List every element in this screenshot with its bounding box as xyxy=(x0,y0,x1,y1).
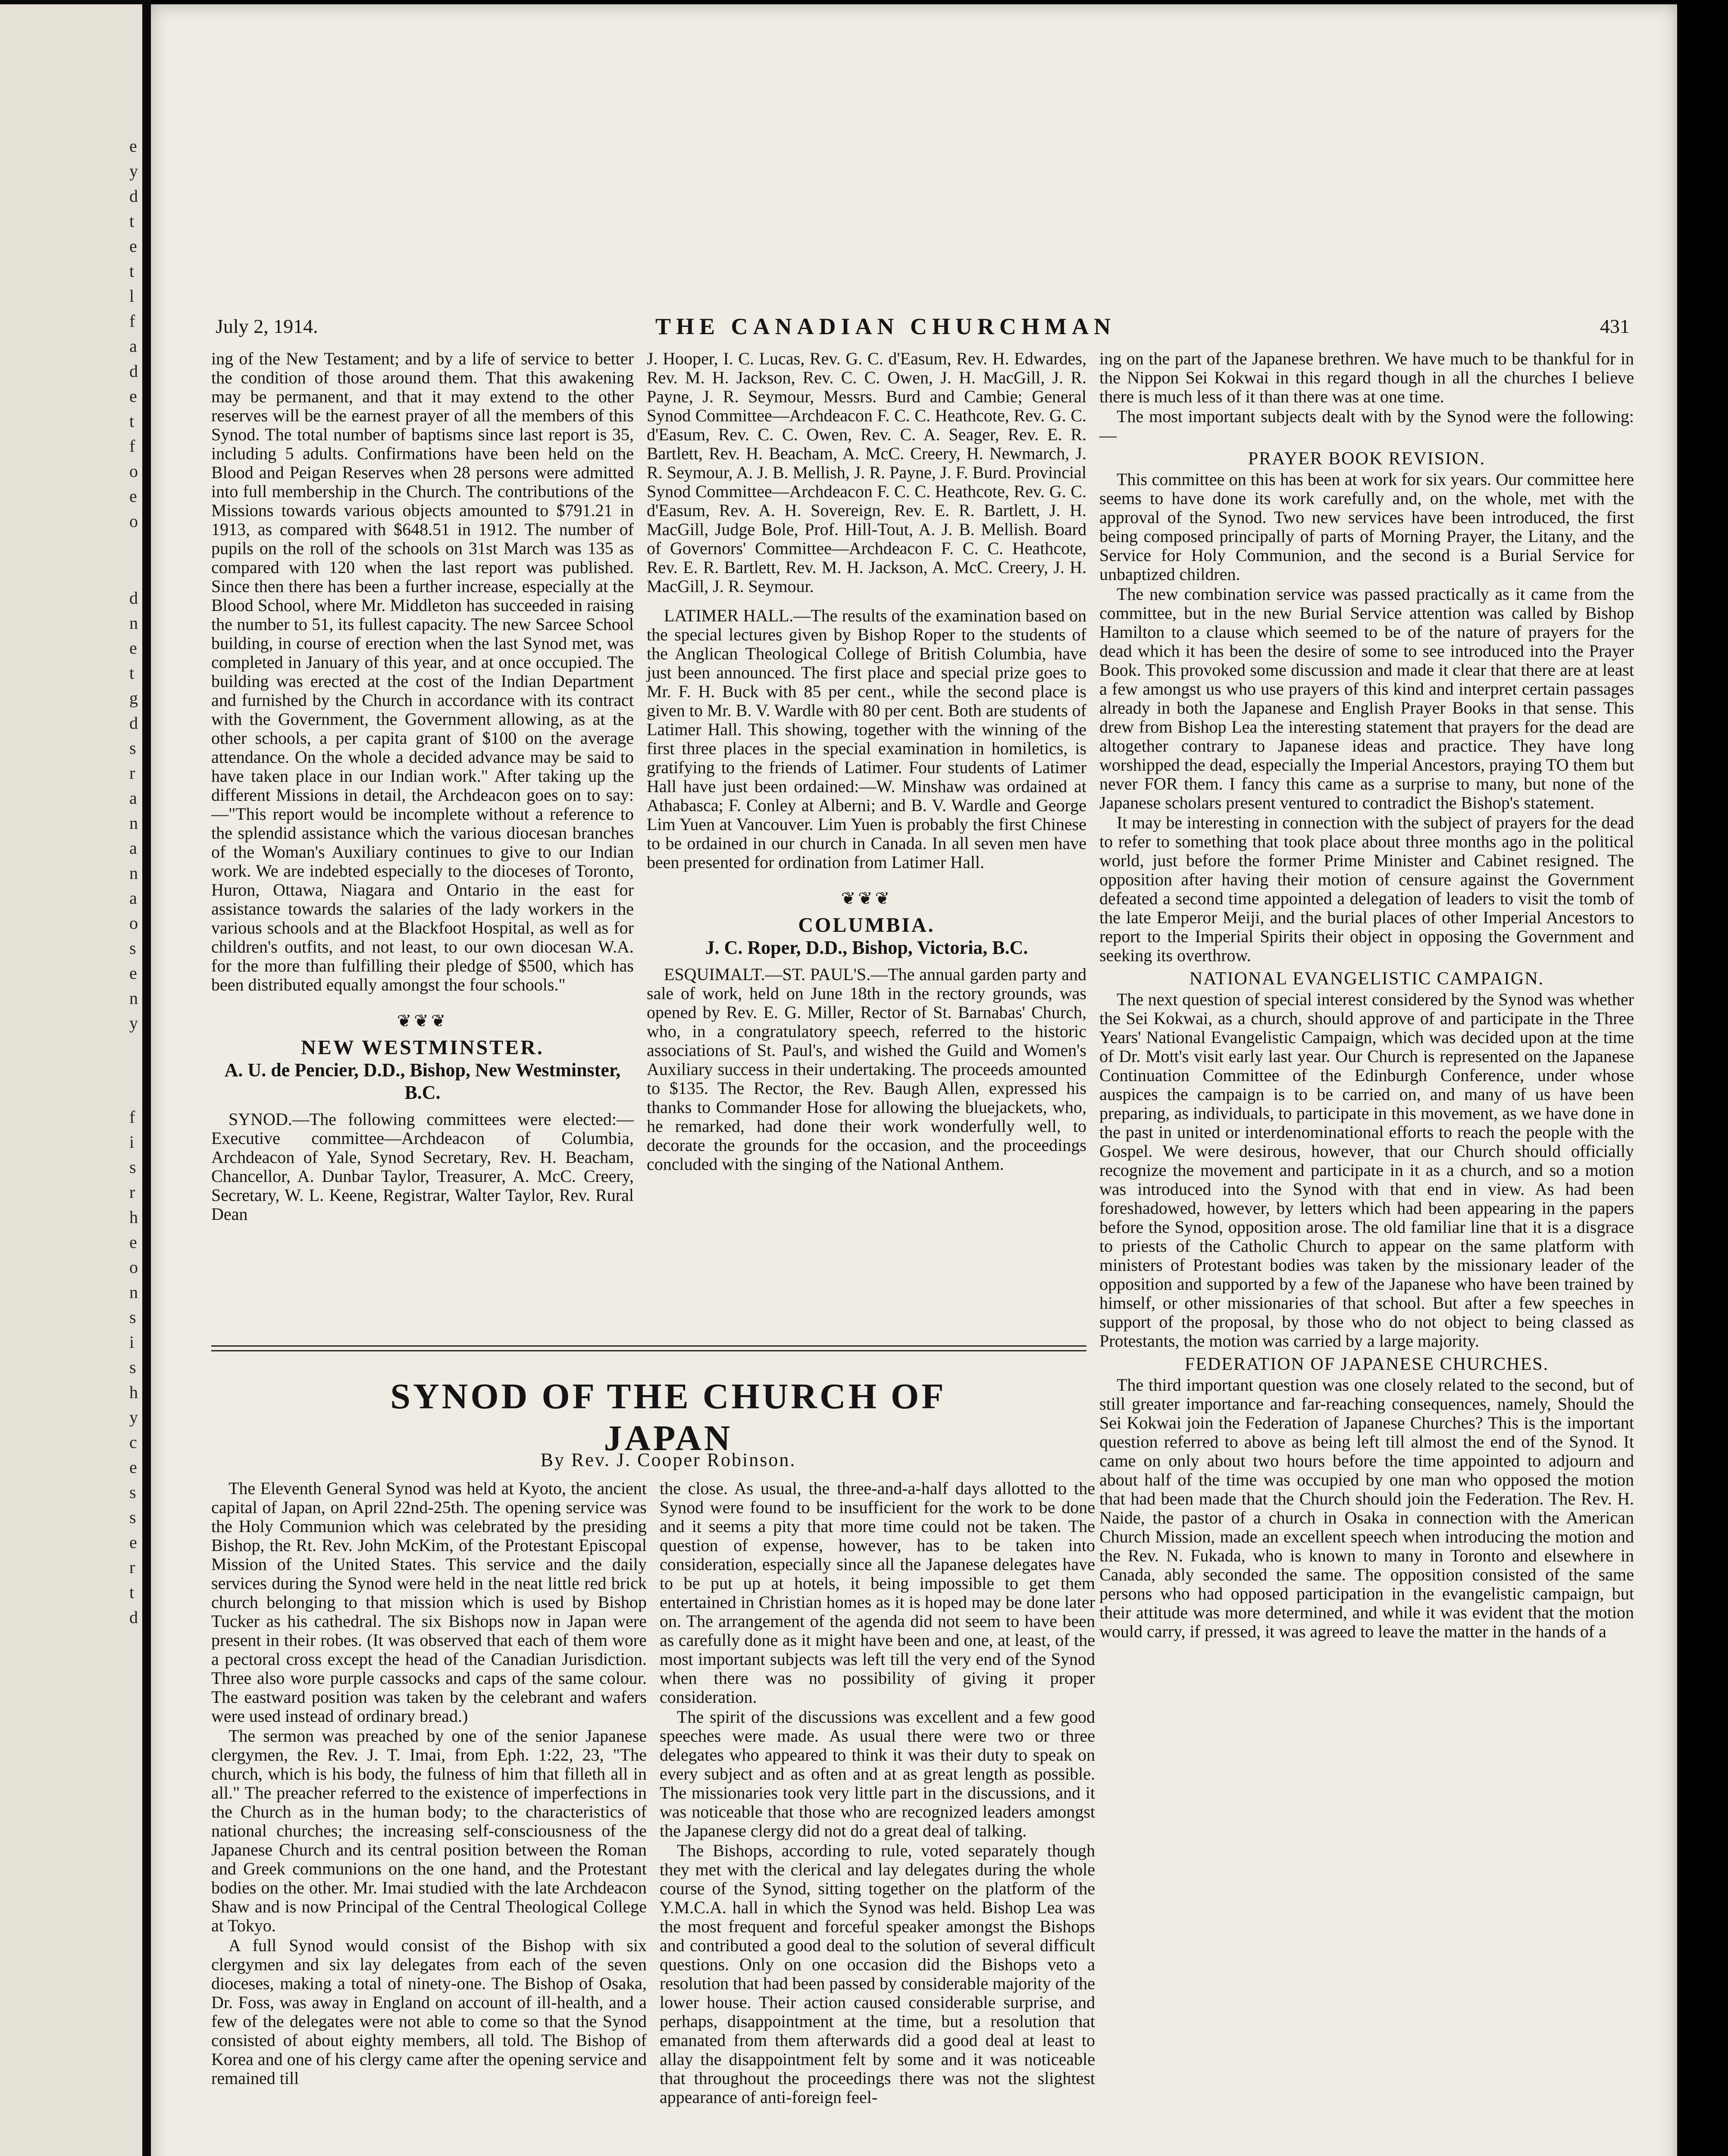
left-fragment-char: o xyxy=(129,1257,138,1277)
left-fragment-char: y xyxy=(129,161,138,181)
left-fragment-char: c xyxy=(129,1432,137,1452)
left-fragment-char: y xyxy=(129,1407,138,1427)
prayer-book-text-3: It may be interesting in connection with the subject of prayers for the dead to refer to something that took place about three months ago in the political world, just before the former Prime Minister and Cabinet resigned. The opposition after having their motion of censure against the Government defeated a second time appointed a delegation of leaders to visit the tomb of the late Emperor Meiji, and the burial places of other Imperial Ancestors to report to the Imperial Spirits their object in opposing the Government and seeking its overthrow. xyxy=(1099,813,1634,965)
left-fragment-char: n xyxy=(129,813,138,833)
publication-title: THE CANADIAN CHURCHMAN xyxy=(655,313,1116,339)
esquimalt-text: ESQUIMALT.—ST. PAUL'S.—The annual garden party and sale of work, held on June 18th in the rectory grounds, was opened by Rev. E. G. Miller, Rector of St. Barnabas' Church, who, in a congratulatory speech, referred to the historic associations of St. Paul's, and wished the Guild and Women's Auxiliary success in their undertaking. The proceeds amounted to $135. The Rector, the Rev. Baugh Allen, expressed his thanks to Commander Hose for allowing the bluejackets, who, he remarked, had done their work wonderfully well, to decorate the grounds for the occasion, and the proceedings concluded with the singing of the National Anthem. xyxy=(647,965,1086,1174)
left-fragment-char: f xyxy=(129,1107,135,1127)
new-westminster-synod-text: SYNOD.—The following committees were elected:—Executive committee—Archdeacon of Columbia, Archdeacon of Yale, Synod Secretary, Rev. H. Beacham, Chancellor, A. Dunbar Taylor, Treasurer, A. McC. Creery, Secretary, W. L. Keene, Registrar, Walter Taylor, Rev. Rural Dean xyxy=(211,1109,634,1224)
previous-page-text-fragments xyxy=(129,134,147,1630)
prayer-book-text-2: The new combination service was passed practically as it came from the committee, but in the new Burial Service attention was called by Bishop Hamilton to a clause which seemed to be of the nature of prayers for the dead which it has been the desire of some to see introduced into the Prayer Book. This provoked some discussion and made it clear that there are at least a few amongst us who use prayers of this kind and interpret certain passages already in both the Japanese and English Prayer Books in that sense. This drew from Bishop Lea the interesting statement that prayers for the dead are altogether contrary to Japanese ideas and practice. They have long worshipped the dead, especially the Imperial Ancestors, praying TO them but never FOR them. I fancy this came as a surprise to many, but none of the Japanese scholars present ventured to contradict the Bishop's statement. xyxy=(1099,584,1634,812)
left-fragment-char: l xyxy=(129,286,135,306)
left-fragment-char: s xyxy=(129,738,136,758)
prayer-book-text-1: This committee on this has been at work for six years. Our committee here seems to have done its work carefully and, on the whole, met with the approval of the Synod. Two new services have been introduced, the first being composed principally of parts of Morning Prayer, the Litany, and the Service for Holy Communion, and the second is a Burial Service for unbaptized children. xyxy=(1099,470,1634,584)
left-fragment-char: o xyxy=(129,913,138,933)
left-fragment-char: e xyxy=(129,386,137,406)
article-title: SYNOD OF THE CHURCH OF JAPAN xyxy=(390,1376,946,1458)
left-fragment-char: a xyxy=(129,788,137,808)
left-fragment-char: h xyxy=(129,1382,138,1402)
left-fragment-char: r xyxy=(129,763,135,783)
article-divider-rule xyxy=(211,1345,1086,1351)
left-fragment-char: n xyxy=(129,1282,138,1302)
previous-page-edge xyxy=(0,4,142,2156)
intro-text-2: The most important subjects dealt with by the Synod were the following:— xyxy=(1099,407,1634,445)
left-fragment-char: s xyxy=(129,1307,136,1327)
article-paragraph: A full Synod would consist of the Bishop with six clergymen and six lay delegates from each of the seven dioceses, making a total of ninety-one. The Bishop of Osaka, Dr. Foss, was away in England on account of ill-health, and a few of the delegates were not able to come so that the Synod consisted of about eighty members, all told. The Bishop of Korea and one of his clergy came after the opening service and remained till xyxy=(211,1936,647,2088)
left-fragment-char: a xyxy=(129,888,137,908)
left-fragment-char: y xyxy=(129,1013,138,1033)
left-fragment-char: e xyxy=(129,963,137,983)
left-fragment-char: d xyxy=(129,1608,138,1627)
left-fragment-char: s xyxy=(129,1357,136,1377)
newspaper-page xyxy=(151,4,1677,2156)
left-fragment-char: i xyxy=(129,1332,135,1352)
section-ornament: ❦❦❦ xyxy=(841,889,892,908)
section-bishop-new-westminster: A. U. de Pencier, D.D., Bishop, New Westminster, B.C. xyxy=(224,1059,621,1103)
left-fragment-char: d xyxy=(129,588,138,608)
left-fragment-char: e xyxy=(129,638,137,658)
left-fragment-char: o xyxy=(129,511,138,531)
issue-date: July 2, 1914. xyxy=(216,315,318,337)
left-fragment-char: s xyxy=(129,1482,136,1502)
left-fragment-char: d xyxy=(129,186,138,206)
left-fragment-char: i xyxy=(129,1132,135,1152)
left-fragment-char: e xyxy=(129,136,137,156)
left-fragment-char: t xyxy=(129,1583,135,1602)
left-fragment-char: r xyxy=(129,1557,135,1577)
latimer-hall-text: LATIMER HALL.—The results of the examination based on the special lectures given by Bishop Roper to the students of the Anglican Theological College of British Columbia, have just been announced. The first place and special prize goes to Mr. F. H. Buck with 85 per cent., while the second place is given to Mr. B. V. Wardle with 80 per cent. Both are students of Latimer Hall. This showing, together with the winning of the first three places in the special examination in homiletics, is gratifying to the friends of Latimer. Four students of Latimer Hall have just been ordained:—W. Minshaw was ordained at Athabasca; F. Conley at Alberni; and B. V. Wardle and George Lim Yuen at Vancouver. Lim Yuen is probably the first Chinese to be ordained in our church in Canada. In all seven men have been presented for ordination from Latimer Hall. xyxy=(647,606,1086,872)
left-fragment-char: d xyxy=(129,713,138,733)
left-fragment-char: t xyxy=(129,261,135,281)
left-fragment-char: d xyxy=(129,361,138,381)
left-fragment-char: e xyxy=(129,1532,137,1552)
column-3 xyxy=(1099,349,1634,1642)
subheading-prayer-book-revision: PRAYER BOOK REVISION. xyxy=(1248,449,1486,469)
article-byline: By Rev. J. Cooper Robinson. xyxy=(540,1449,796,1470)
left-fragment-char: f xyxy=(129,436,135,456)
left-fragment-char: a xyxy=(129,336,137,356)
column-2 xyxy=(647,349,1086,1175)
subheading-evangelistic-campaign: NATIONAL EVANGELISTIC CAMPAIGN. xyxy=(1189,969,1544,989)
left-fragment-char: r xyxy=(129,1182,135,1202)
page-header xyxy=(216,315,1630,341)
article-paragraph: The spirit of the discussions was excellent and a few good speeches were made. As usual there were two or three delegates who appeared to think it was their duty to speak on every subject and as often and at as great length as possible. The missionaries took very little part in the discussions, and it was noticeable that those who are recognized leaders amongst the Japanese clergy did not do a great deal of talking. xyxy=(660,1707,1095,1840)
article-paragraph: The Eleventh General Synod was held at Kyoto, the ancient capital of Japan, on April 22nd-25th. The opening service was the Holy Communion which was celebrated by the presiding Bishop, the Rt. Rev. John McKim, of the Protestant Episcopal Mission of the United States. This service and the daily services during the Synod were held in the neat little red brick church belonging to that mission which is used by Bishop Tucker as his cathedral. The six Bishops now in Japan were present in their robes. (It was observed that each of them wore a pectoral cross except the head of the Canadian Jurisdiction. Three also wore purple cassocks and caps of the same colour. The eastward position was taken by the celebrant and wafers were used instead of ordinary bread.) xyxy=(211,1479,647,1726)
left-fragment-char: e xyxy=(129,1232,137,1252)
federation-text: The third important question was one closely related to the second, but of still greater importance and far-reaching consequences, namely, Should the Sei Kokwai join the Federation of Japanese Churches? This is the important question referred to above as being left till almost the end of the Synod. It came on only about two hours before the time appointed to adjourn and about half of the time was occupied by one man who opposed the motion that had been made that the Church should join the Federation. The Rev. H. Naide, the pastor of a church in Osaka in connection with the American Church Mission, made an excellent speech when introducing the motion and the Rev. N. Fukada, who is known to many in Toronto and elsewhere in Canada, ably seconded the same. The opposition consisted of the same persons who had opposed participation in the evangelistic campaign, but their attitude was more determined, and while it was evident that the motion would carry, if pressed, it was agreed to leave the matter in the hands of a xyxy=(1099,1375,1634,1641)
page-number: 431 xyxy=(1600,315,1630,337)
evangelistic-campaign-text: The next question of special interest considered by the Synod was whether the Sei Kokwai, as a church, should approve of and participate in the Three Years' National Evangelistic Campaign, which was decided upon at the time of Dr. Mott's visit early last year. Our Church is represented on the Japanese Continuation Committee of the Edinburgh Conference, under whose auspices the campaign is to be carried on, and many of us have been preparing, as individuals, to participate in this movement, as we have done in the past in united or interdenominational efforts to reach the people with the Gospel. We were desirous, however, that our Church should officially recognize the movement and participate in it as a church, and so a motion was introduced into the Synod with that end in view. As had been foreshadowed, however, by letters which had been appearing in the papers before the Synod, opposition arose. The old familiar line that it is a disgrace to priests of the Catholic Church to appear on the same platform with ministers of Protestant bodies was taken by the missionary leader of the opposition and supported by a few of the Japanese who have been trained by himself, or other missionaries of that school. But after a few speeches in support of the proposal, by those who do not object to being classed as Protestants, the motion was carried by a large majority. xyxy=(1099,990,1634,1351)
section-heading-columbia: COLUMBIA. xyxy=(798,914,935,937)
left-fragment-char: s xyxy=(129,1507,136,1527)
left-fragment-char: t xyxy=(129,411,135,431)
left-fragment-char: s xyxy=(129,1157,136,1177)
article-column-1 xyxy=(211,1479,647,2089)
intro-text: ing on the part of the Japanese brethren. We have much to be thankful for in the Nippon Sei Kokwai in this regard though in all the churches I believe there is much less of it than there was at one time. xyxy=(1099,349,1634,406)
committee-list-text: J. Hooper, I. C. Lucas, Rev. G. C. d'Easum, Rev. H. Edwardes, Rev. M. H. Jackson, Rev. C. C. Owen, J. H. MacGill, J. R. Payne, J. R. Seymour, Messrs. Burd and Cambie; General Synod Committee—Archdeacon F. C. C. Heathcote, Rev. G. C. d'Easum, Rev. C. C. Owen, Rev. C. A. Seager, Rev. E. R. Bartlett, Rev. H. Beacham, A. McC. Creery, H. Newmarch, J. R. Seymour, A. J. B. Mellish, J. R. Payne, J. F. Burd. Provincial Synod Committee—Archdeacon F. C. C. Heathcote, Rev. G. C. d'Easum, Rev. A. H. Sovereign, Rev. E. R. Bartlett, J. H. MacGill, Judge Bole, Prof. Hill-Tout, A. J. B. Mellish. Board of Governors' Committee—Archdeacon F. C. C. Heathcote, Rev. E. R. Bartlett, Rev. M. H. Jackson, A. McC. Creery, J. H. MacGill, J. R. Seymour. xyxy=(647,349,1086,596)
left-fragment-char: a xyxy=(129,838,137,858)
left-fragment-char: o xyxy=(129,461,138,481)
left-fragment-char: h xyxy=(129,1207,138,1227)
left-fragment-char: e xyxy=(129,236,137,256)
right-border xyxy=(1677,0,1728,2156)
left-fragment-char: t xyxy=(129,211,135,231)
left-fragment-char: n xyxy=(129,613,138,633)
article-paragraph: the close. As usual, the three-and-a-half days allotted to the Synod were found to be insufficient for the work to be done and it seems a pity that more time could not be taken. The question of expense, however, has to be taken into consideration, especially since all the Japanese delegates have to be put up at hotels, it being impossible to get them entertained in Christian homes as it is hoped may be done later on. The arrangement of the agenda did not seem to have been as carefully done as it might have been and one, at least, of the most important subjects was left till the very end of the Synod when there was no possibility of giving it proper consideration. xyxy=(660,1479,1095,1707)
section-ornament: ❦❦❦ xyxy=(397,1011,448,1031)
article-column-2 xyxy=(660,1479,1095,2108)
article-paragraph: The Bishops, according to rule, voted separately though they met with the clerical and lay delegates during the whole course of the Synod, sitting together on the platform of the Y.M.C.A. hall in which the Synod was held. Bishop Lea was the most frequent and forceful speaker amongst the Bishops and contributed a good deal to the solution of several difficult questions. Only on one occasion did the Bishops veto a resolution that had been passed by considerable majority of the lower house. Their action caused considerable surprise, and perhaps, disappointment at the time, but a resolution that emanated from them afterwards did a good deal at least to allay the disappointment felt by some and it was noticeable that throughout the proceedings there was not the slightest appearance of anti-foreign feel- xyxy=(660,1841,1095,2107)
alberta-indian-missions-text: ing of the New Testament; and by a life of service to better the condition of those around them. That this awakening may be permanent, and that it may extend to the other reserves will be the earnest prayer of all the members of this Synod. The total number of baptisms since last report is 35, including 5 adults. Confirmations have been held on the Blood and Peigan Reserves when 28 persons were admitted into full membership in the Church. The contributions of the Missions towards various objects amounted to $791.21 in 1913, as compared with $648.51 in 1912. The number of pupils on the roll of the schools on 31st March was 135 as compared with 120 when the last report was published. Since then there has been a further increase, especially at the Blood School, where Mr. Middleton has succeeded in raising the number to 51, its fullest capacity. The new Sarcee School building, in course of erection when the last Synod met, was completed in January of this year, and at once occupied. The building was erected at the cost of the Indian Department and furnished by the Church in accordance with its contract with the Government, the Government allowing, as at the other schools, a per capita grant of $100 on the average attendance. On the whole a decided advance may be said to have taken place in our Indian work." After taking up the different Missions in detail, the Archdeacon goes on to say:—"This report would be incomplete without a reference to the splendid assistance which the various diocesan branches of the Woman's Auxiliary continues to give to our Indian work. We are indebted especially to the dioceses of Toronto, Huron, Ottawa, Niagara and Ontario in the east for assistance towards the salaries of the lady workers in the various schools and at the Blackfoot Hospital, as well as for children's outfits, and not least, to our own diocesan W.A. for the more than fulfilling their pledge of $500, which has been distributed equally amongst the four schools." xyxy=(211,349,634,994)
left-fragment-char: s xyxy=(129,938,136,958)
left-fragment-char: t xyxy=(129,663,135,683)
section-heading-new-westminster: NEW WESTMINSTER. xyxy=(301,1036,544,1059)
left-fragment-char: g xyxy=(129,688,138,708)
left-fragment-char: e xyxy=(129,1457,137,1477)
article-paragraph: The sermon was preached by one of the senior Japanese clergymen, the Rev. J. T. Imai, from Eph. 1:22, 23, "The church, which is his body, the fulness of him that filleth all in all." The preacher referred to the existence of imperfections in the Church as in the human body; to the characteristics of national churches; the increasing self-consciousness of the Japanese Church and its central position between the Roman and Greek communions on the one hand, and the Protestant bodies on the other. Mr. Imai studied with the late Archdeacon Shaw and is now Principal of the Central Theological College at Tokyo. xyxy=(211,1726,647,1935)
left-fragment-char: e xyxy=(129,486,137,506)
left-fragment-char: n xyxy=(129,988,138,1008)
column-1 xyxy=(211,349,634,1225)
left-fragment-char: n xyxy=(129,863,138,883)
left-fragment-char: f xyxy=(129,311,135,331)
subheading-federation: FEDERATION OF JAPANESE CHURCHES. xyxy=(1184,1354,1549,1374)
section-bishop-columbia: J. C. Roper, D.D., Bishop, Victoria, B.C. xyxy=(705,937,1028,958)
